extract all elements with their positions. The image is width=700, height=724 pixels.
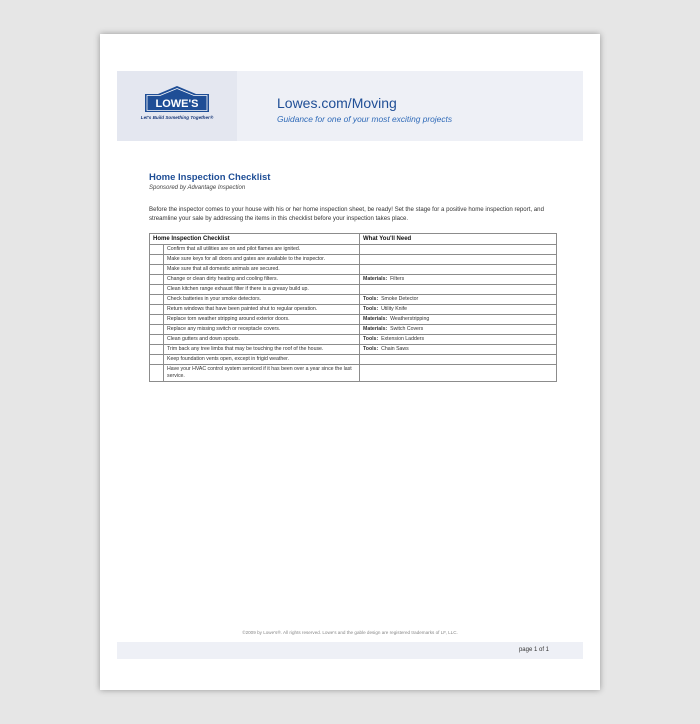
checkbox-cell[interactable] [150, 335, 164, 345]
logo-tagline: Let's Build Something Together® [140, 115, 214, 120]
checklist-item: Trim back any tree limbs that may be touching the roof of the house. [164, 345, 360, 355]
needed-item [360, 365, 557, 382]
needed-item [360, 275, 557, 285]
footer-band [117, 642, 583, 659]
needed-type-label: Materials: [363, 326, 388, 332]
needed-item [360, 315, 557, 325]
checkbox-cell[interactable] [150, 275, 164, 285]
checkbox-cell[interactable] [150, 325, 164, 335]
checkbox-cell[interactable] [150, 255, 164, 265]
checklist-item: Replace any missing switch or receptacle covers. [164, 325, 360, 335]
checkbox-cell[interactable] [150, 365, 164, 382]
checklist-item: Check batteries in your smoke detectors. [164, 295, 360, 305]
checklist-item: Change or clean dirty heating and cooling filters. [164, 275, 360, 285]
needed-value: Extension Ladders [381, 336, 425, 342]
checkbox-cell[interactable] [150, 315, 164, 325]
checkbox-cell[interactable] [150, 295, 164, 305]
checklist-table [149, 233, 557, 382]
needed-item [360, 295, 557, 305]
needed-value: Filters [390, 276, 405, 282]
checklist-item: Return windows that have been painted shut to regular operation. [164, 305, 360, 315]
needed-item [360, 285, 557, 295]
document-title: Home Inspection Checklist [149, 172, 271, 183]
needed-item [360, 245, 557, 255]
checkbox-cell[interactable] [150, 355, 164, 365]
needed-item [360, 335, 557, 345]
table-row [150, 285, 557, 295]
document-page [100, 34, 600, 690]
needed-item [360, 355, 557, 365]
table-header-row [150, 234, 557, 245]
table-row [150, 245, 557, 255]
table-row [150, 335, 557, 345]
checkbox-cell[interactable] [150, 265, 164, 275]
needed-type-label: Materials: [363, 316, 388, 322]
table-row [150, 325, 557, 335]
intro-paragraph: Before the inspector comes to your house with his or her home inspection sheet, be ready! Set the stage for a positive home inspection report, and streamline your sale by addressing the items in this checklist before your inspection takes place. [149, 206, 544, 222]
checklist-item: Clean kitchen range exhaust filter if there is a greasy build up. [164, 285, 360, 295]
page-number: page 1 of 1 [518, 647, 549, 653]
table-row [150, 365, 557, 382]
checkbox-cell[interactable] [150, 305, 164, 315]
site-title[interactable]: Lowes.com/Moving [277, 95, 397, 111]
needed-item [360, 305, 557, 315]
needed-value: Utility Knife [381, 306, 408, 312]
table-row [150, 275, 557, 285]
checklist-item: Clean gutters and down spouts. [164, 335, 360, 345]
column-header-checklist: Home Inspection Checklist [150, 234, 360, 245]
checklist-item: Make sure that all domestic animals are secured. [164, 265, 360, 275]
table-row [150, 315, 557, 325]
needed-value: Weatherstripping [390, 316, 430, 322]
needed-item [360, 255, 557, 265]
checklist-item: Have your HVAC control system serviced if it has been over a year since the last service. [164, 365, 360, 382]
copyright-notice: ©2009 by Lowe's®. All rights reserved. Lowe's and the gable design are registered trademarks of LF, LLC. [242, 630, 458, 635]
needed-item [360, 325, 557, 335]
document-sponsor: Sponsored by Advantage Inspection [149, 185, 246, 191]
needed-value: Chain Saws [381, 346, 409, 352]
table-row [150, 295, 557, 305]
needed-type-label: Tools: [363, 346, 379, 352]
needed-value: Switch Covers [390, 326, 424, 332]
checkbox-cell[interactable] [150, 345, 164, 355]
needed-item [360, 265, 557, 275]
column-header-needs: What You'll Need [360, 234, 557, 245]
checklist-item: Confirm that all utilities are on and pilot flames are ignited. [164, 245, 360, 255]
site-subtitle: Guidance for one of your most exciting projects [277, 114, 453, 124]
needed-value: Smoke Detector [381, 296, 419, 302]
checkbox-cell[interactable] [150, 245, 164, 255]
lowes-logo[interactable] [117, 71, 237, 141]
logo-wordmark: LOWE'S [155, 98, 199, 110]
needed-item [360, 345, 557, 355]
checkbox-cell[interactable] [150, 285, 164, 295]
table-row [150, 355, 557, 365]
needed-type-label: Tools: [363, 296, 379, 302]
checklist-item: Keep foundation vents open, except in frigid weather. [164, 355, 360, 365]
needed-type-label: Materials: [363, 276, 388, 282]
checklist-item: Make sure keys for all doors and gates are available to the inspector. [164, 255, 360, 265]
header-band [117, 71, 583, 141]
checklist-item: Replace torn weather stripping around exterior doors. [164, 315, 360, 325]
table-row [150, 255, 557, 265]
table-row [150, 345, 557, 355]
table-row [150, 265, 557, 275]
needed-type-label: Tools: [363, 306, 379, 312]
table-row [150, 305, 557, 315]
needed-type-label: Tools: [363, 336, 379, 342]
lowes-house-logo-icon [143, 85, 211, 113]
